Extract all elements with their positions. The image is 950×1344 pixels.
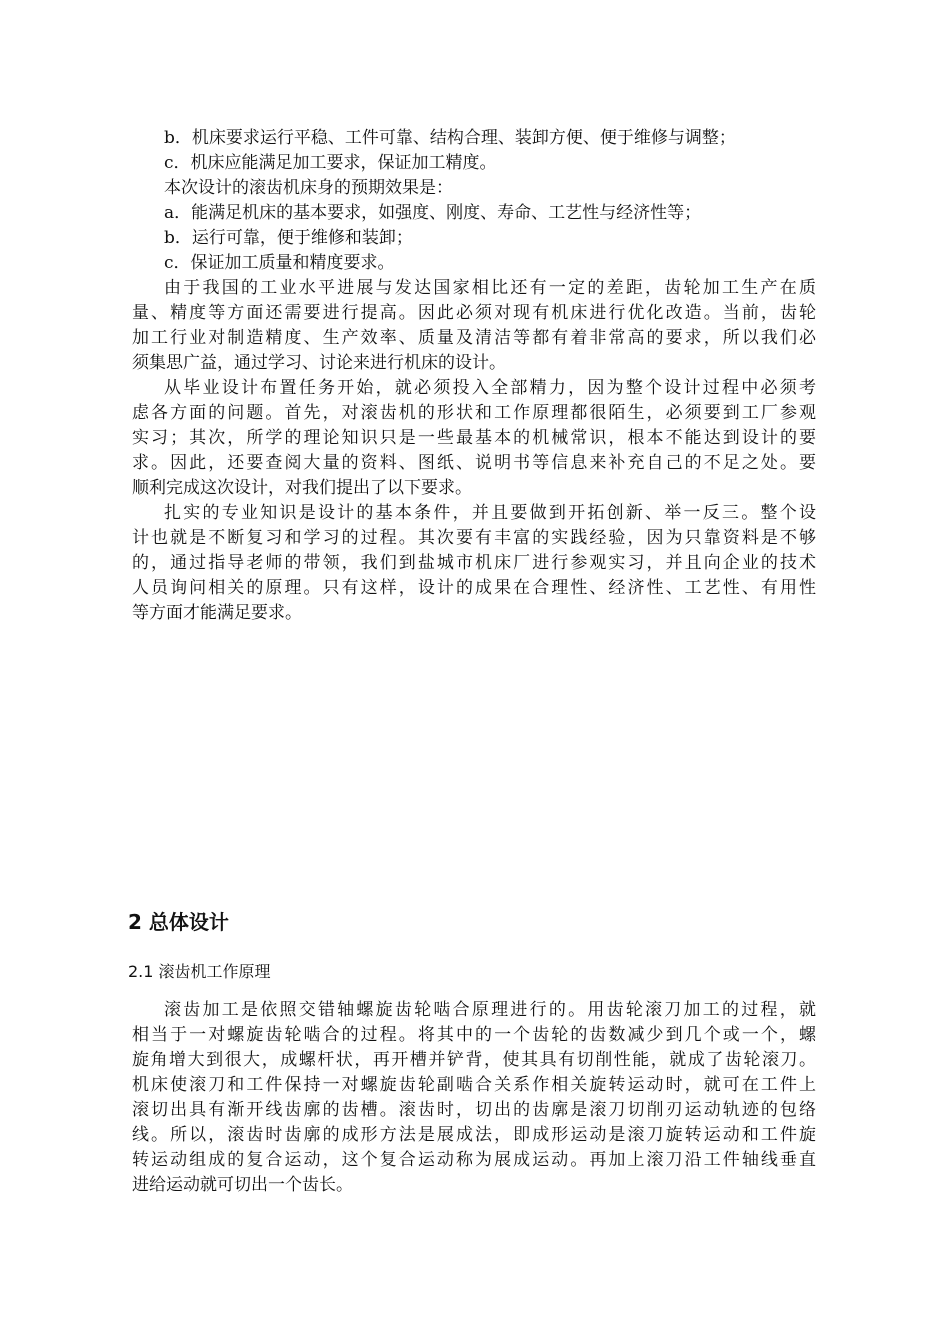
list-item: b．机床要求运行平稳、工件可靠、结构合理、装卸方便、便于维修与调整； bbox=[164, 128, 736, 148]
list-item: c．保证加工质量和精度要求。 bbox=[164, 253, 395, 273]
paragraph-line: 顺利完成这次设计，对我们提出了以下要求。 bbox=[132, 478, 472, 498]
paragraph-line: 计也就是不断复习和学习的过程。其次要有丰富的实践经验，因为只靠资料是不够 bbox=[132, 528, 816, 548]
paragraph-line: 进给运动就可切出一个齿长。 bbox=[132, 1175, 353, 1195]
paragraph-line: 加工行业对制造精度、生产效率、质量及清洁等都有着非常高的要求，所以我们必 bbox=[132, 328, 816, 348]
paragraph-line: 由于我国的工业水平进展与发达国家相比还有一定的差距，齿轮加工生产在质 bbox=[164, 278, 816, 298]
list-item: c．机床应能满足加工要求，保证加工精度。 bbox=[164, 153, 497, 173]
paragraph-line: 实习；其次，所学的理论知识只是一些最基本的机械常识，根本不能达到设计的要 bbox=[132, 428, 816, 448]
paragraph-line: 的，通过指导老师的带领，我们到盐城市机床厂进行参观实习，并且向企业的技术 bbox=[132, 553, 816, 573]
paragraph-line: 求。因此，还要查阅大量的资料、图纸、说明书等信息来补充自己的不足之处。要 bbox=[132, 453, 816, 473]
paragraph-line: 相当于一对螺旋齿轮啮合的过程。将其中的一个齿轮的齿数减少到几个或一个，螺 bbox=[132, 1025, 816, 1045]
paragraph-line: 须集思广益，通过学习、讨论来进行机床的设计。 bbox=[132, 353, 506, 373]
section-heading: 2 总体设计 bbox=[128, 910, 229, 934]
paragraph-line: 转运动组成的复合运动，这个复合运动称为展成运动。再加上滚刀沿工件轴线垂直 bbox=[132, 1150, 816, 1170]
paragraph-line: 扎实的专业知识是设计的基本条件，并且要做到开拓创新、举一反三。整个设 bbox=[164, 503, 816, 523]
paragraph-line: 机床使滚刀和工件保持一对螺旋齿轮副啮合关系作相关旋转运动时，就可在工件上 bbox=[132, 1075, 816, 1095]
paragraph-line: 旋角增大到很大，成螺杆状，再开槽并铲背，使其具有切削性能，就成了齿轮滚刀。 bbox=[132, 1050, 816, 1070]
paragraph-line: 线。所以，滚齿时齿廓的成形方法是展成法，即成形运动是滚刀旋转运动和工件旋 bbox=[132, 1125, 816, 1145]
paragraph-line: 本次设计的滚齿机床身的预期效果是： bbox=[164, 178, 453, 198]
list-item: b．运行可靠，便于维修和装卸； bbox=[164, 228, 413, 248]
list-item: a．能满足机床的基本要求，如强度、刚度、寿命、工艺性与经济性等； bbox=[164, 203, 702, 223]
paragraph-line: 量、精度等方面还需要进行提高。因此必须对现有机床进行优化改造。当前，齿轮 bbox=[132, 303, 816, 323]
paragraph-line: 等方面才能满足要求。 bbox=[132, 603, 302, 623]
paragraph-line: 滚齿加工是依照交错轴螺旋齿轮啮合原理进行的。用齿轮滚刀加工的过程，就 bbox=[164, 1000, 816, 1020]
subsection-heading: 2.1 滚齿机工作原理 bbox=[128, 962, 271, 981]
paragraph-line: 虑各方面的问题。首先，对滚齿机的形状和工作原理都很陌生，必须要到工厂参观 bbox=[132, 403, 816, 423]
paragraph-line: 人员询问相关的原理。只有这样，设计的成果在合理性、经济性、工艺性、有用性 bbox=[132, 578, 816, 598]
paragraph-line: 滚切出具有渐开线齿廓的齿槽。滚齿时，切出的齿廓是滚刀切削刃运动轨迹的包络 bbox=[132, 1100, 816, 1120]
paragraph-line: 从毕业设计布置任务开始，就必须投入全部精力，因为整个设计过程中必须考 bbox=[164, 378, 816, 398]
